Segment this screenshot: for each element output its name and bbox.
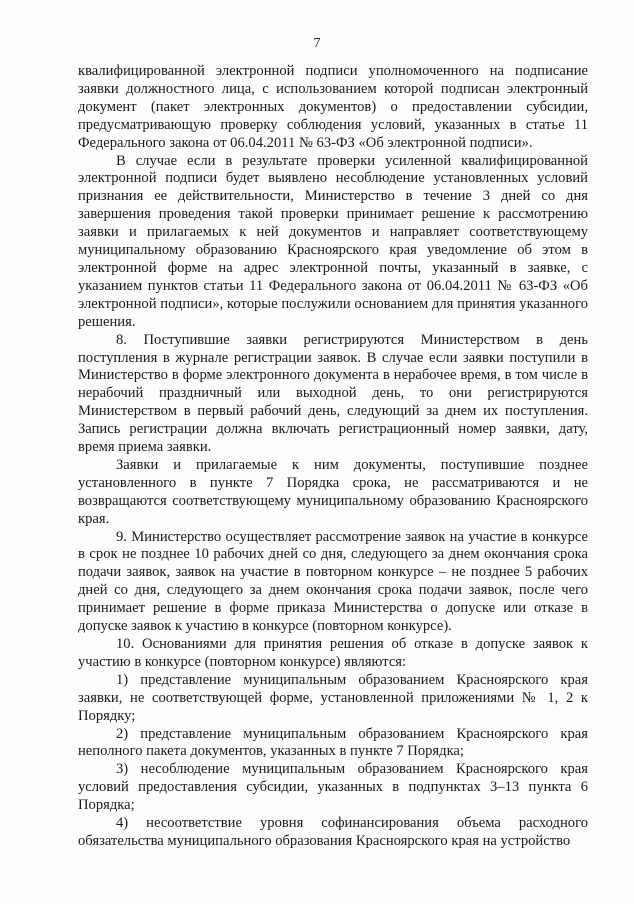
paragraph-subitem-3: 3) несоблюдение муниципальным образованием Красноярского края условий предоставления субсидии, указанных в подпунктах 3–13 пункта 6 Порядка; xyxy=(78,761,588,814)
paragraph-subitem-4: 4) несоответствие уровня софинансирования объема расходного обязательства муниципального образования Красноярского края на устройство xyxy=(78,815,588,849)
document-body xyxy=(78,63,588,851)
paragraph-item-9: 9. Министерство осуществляет рассмотрение заявок на участие в конкурсе в срок не позднее 10 рабочих дней со дня, следующего за днем окончания срока подачи заявок, заявок на участие в повторном конкурсе – не позднее 5 рабочих дней со дня, следующего за днем окончания срока подачи заявок, после чего принимает решение в форме приказа Министерства о допуске или отказе в допуске заявок к участию в конкурсе (повторном конкурсе). xyxy=(78,528,588,635)
paragraph-late-applications: Заявки и прилагаемые к ним документы, поступившие позднее установленного в пункте 7 Порядка срока, не рассматриваются и не возвращаются соответствующему муниципальному образованию Красноярского края. xyxy=(78,456,588,527)
page-number: 7 xyxy=(313,36,321,51)
paragraph-subitem-1: 1) представление муниципальным образованием Красноярского края заявки, не соответствующей форме, установленной приложениями № 1, 2 к Порядку; xyxy=(78,671,588,724)
paragraph-continuation: квалифицированной электронной подписи уполномоченного на подписание заявки должностного лица, с использованием которой подписан электронный документ (пакет электронных документов) о предоставлении субсидии, предусматривающую проверку соблюдения условий, указанных в статье 11 Федерального закона от 06.04.2011 № 63-ФЗ «Об электронной подписи». xyxy=(78,63,588,151)
paragraph-signature-check: В случае если в результате проверки усиленной квалифицированной электронной подписи будет выявлено несоблюдение установленных условий признания ее действительности, Министерство в течение 3 дней со дня завершения проведения такой проверки принимает решение к рассмотрению заявки и прилагаемых к ней документов и направляет соответствующему муниципальному образованию Красноярского края уведомление об этом в электронной форме на адрес электронной почты, указанный в заявке, с указанием пунктов статьи 11 Федерального закона от 06.04.2011 № 63-ФЗ «Об электронной подписи», которые послужили основанием для принятия указанного решения. xyxy=(78,152,588,330)
paragraph-subitem-2: 2) представление муниципальным образованием Красноярского края неполного пакета документов, указанных в пункте 7 Порядка; xyxy=(78,725,588,760)
paragraph-item-8: 8. Поступившие заявки регистрируются Министерством в день поступления в журнале регистрации заявок. В случае если заявки поступили в Министерство в форме электронного документа в нерабочее время, в том числе в нерабочий праздничный или выходной день, то они регистрируются Министерством в первый рабочий день, следующий за днем их поступления. Запись регистрации должна включать регистрационный номер заявки, дату, время приема заявки. xyxy=(78,331,588,456)
paragraph-item-10: 10. Основаниями для принятия решения об отказе в допуске заявок к участию в конкурсе (повторном конкурсе) являются: xyxy=(78,636,588,670)
